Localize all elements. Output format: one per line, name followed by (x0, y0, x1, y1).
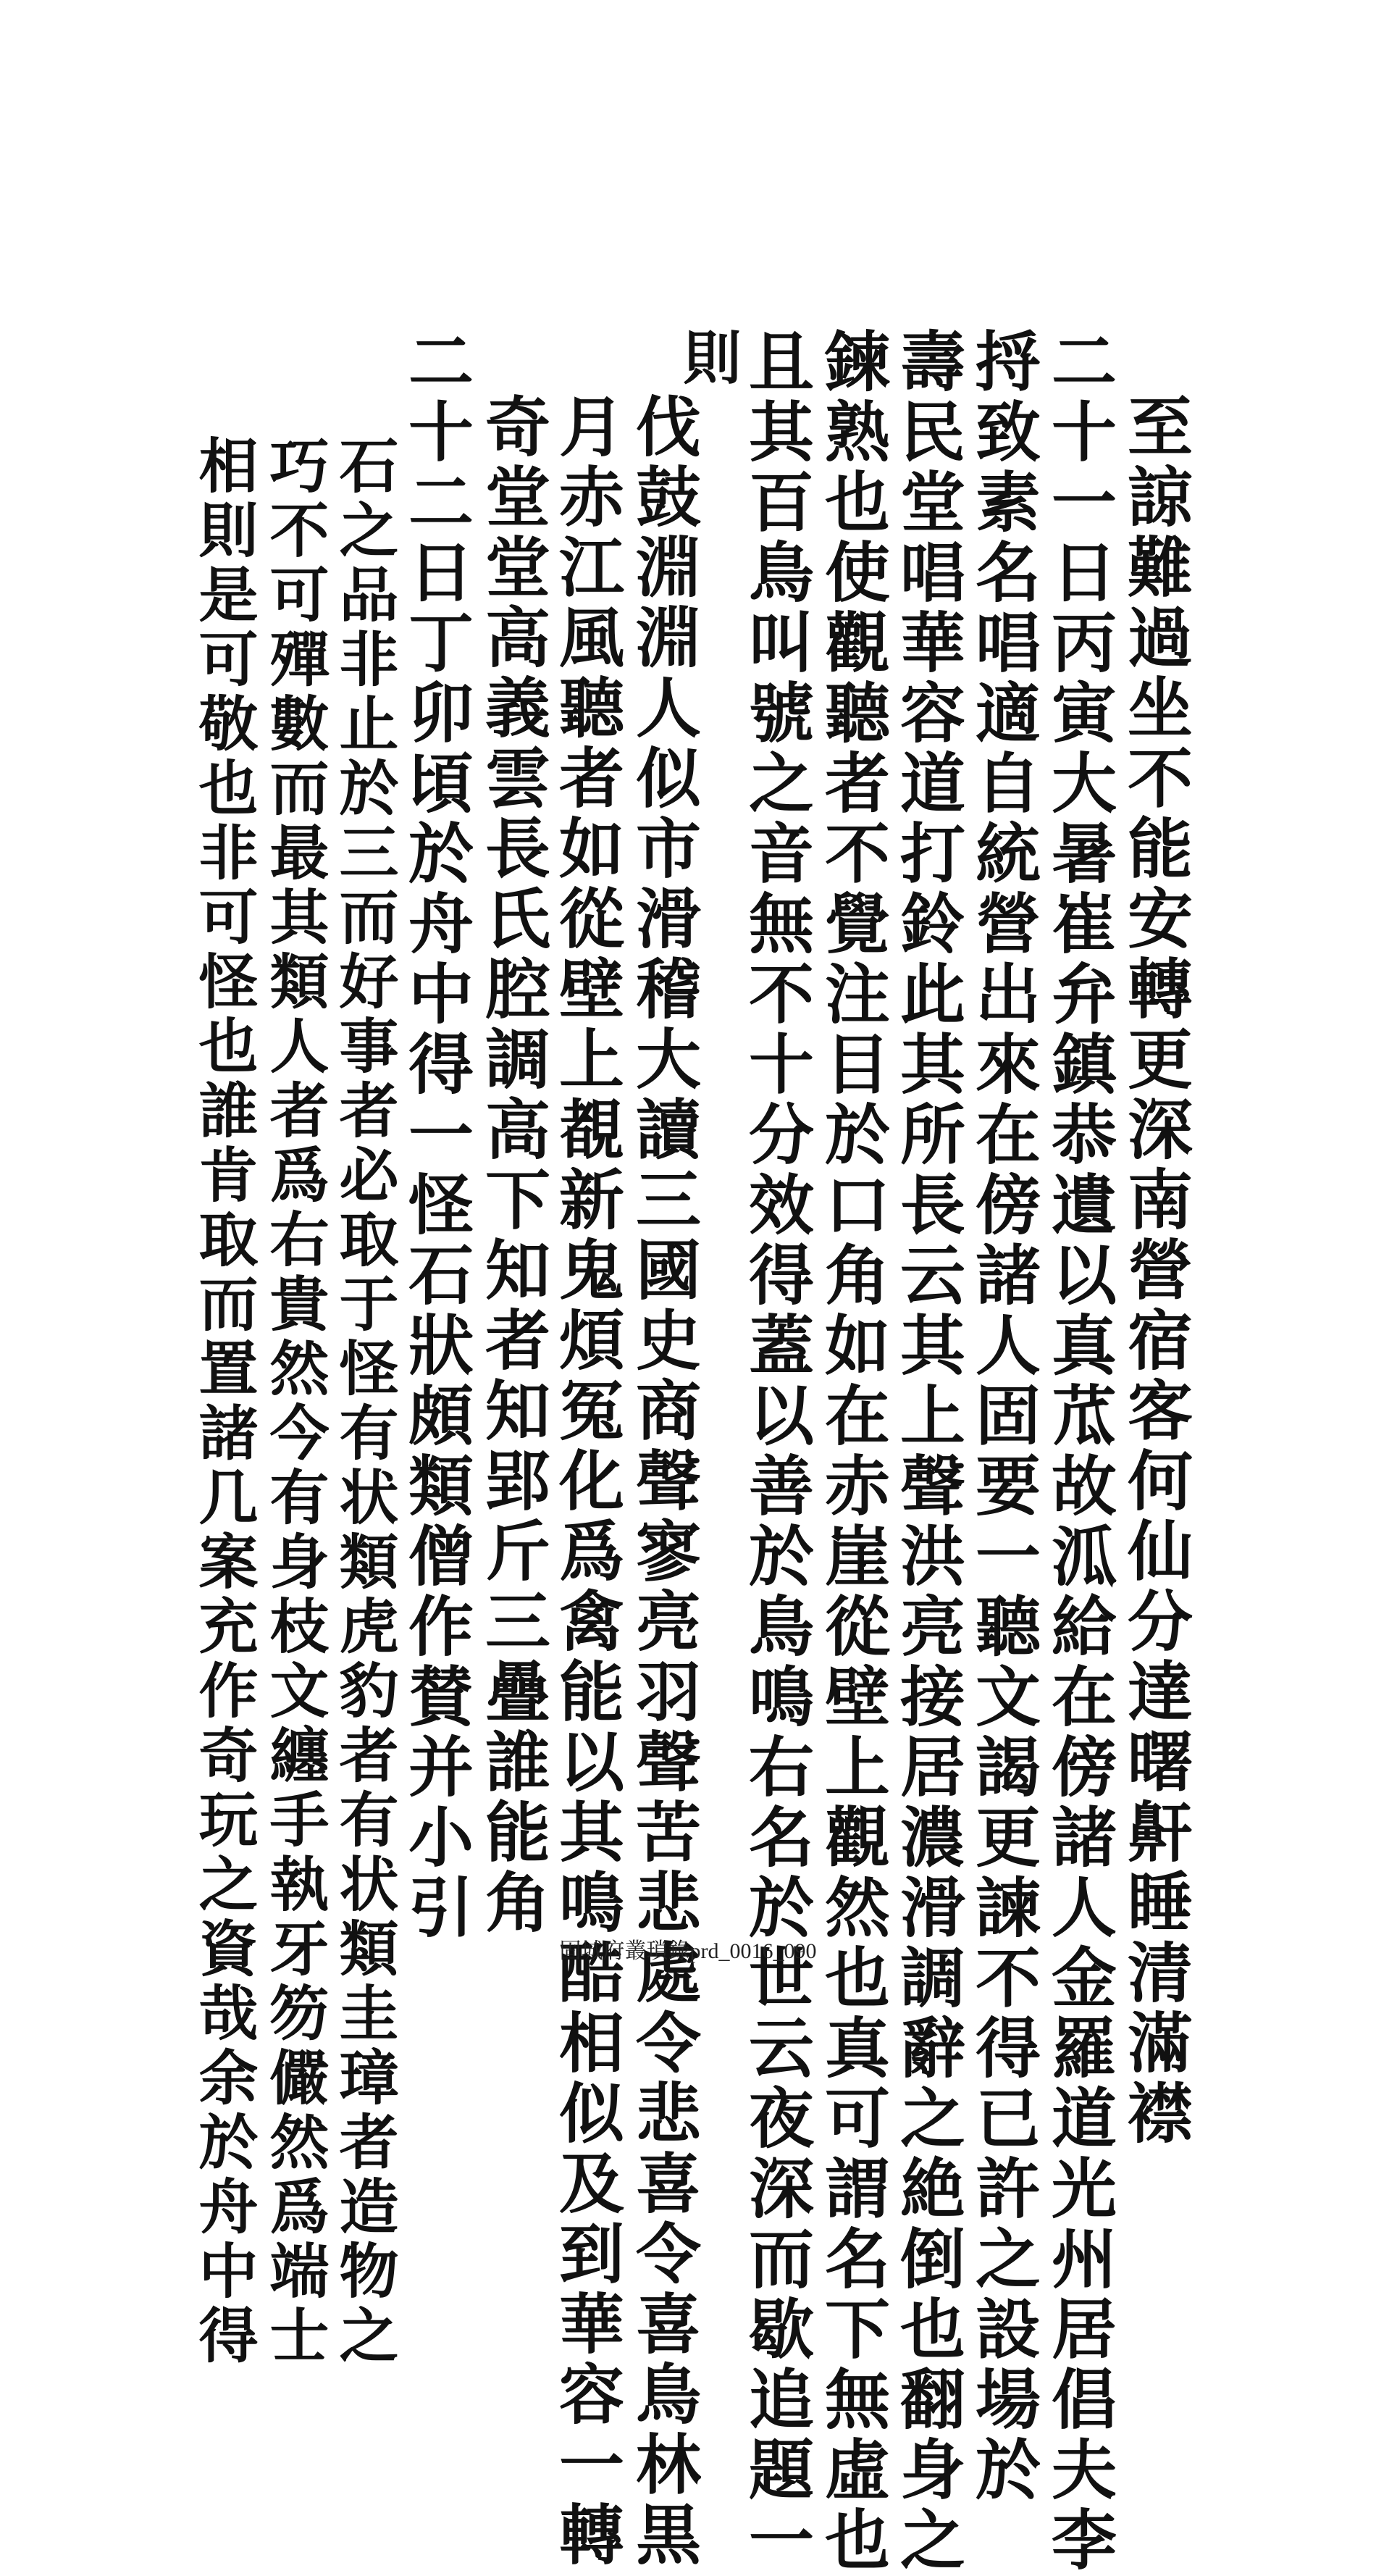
text-column-6: 且其百鳥叫號之音無不十分效得蓋以善於鳥鳴右名於世云夜深而歇追題一 (737, 327, 814, 2576)
text-column-11: 二十二日丁卯頃於舟中得一怪石狀頗類僧作賛并小引 (397, 327, 474, 1944)
text-column-1: 至諒難過坐不能安轉更深南營宿客何仙分達曙鼾睡清滿襟 (1116, 393, 1193, 2149)
text-column-14: 相則是可敬也非可怪也誰肯取而置諸几案充作奇玩之資哉余於舟中得 (189, 435, 259, 2369)
text-column-8: 伐鼓淵淵人似市滑稽大讀三國史商聲寥亮羽聲苦悲處令悲喜令喜鳥林黒 (624, 393, 701, 2571)
text-column-10: 奇堂堂高義雲長氏腔調高下知者知郢斤三疊誰能角 (474, 393, 550, 1939)
text-column-5: 鍊熟也使觀聽者不覺注目於口角如在赤崖從壁上觀然也真可謂名下無虛也 (813, 327, 890, 2576)
text-column-13: 巧不可殫數而最其類人者爲右貴然今有身枝文纏手執牙笏儼然爲端士 (260, 435, 330, 2369)
text-column-12: 石之品非止於三而好事者必取于怪有状類虎豹者有状類圭璋者造物之 (330, 435, 399, 2369)
page-footer-label: 固城府叢瑣錄prd_0016_090 (559, 1939, 817, 1963)
text-column-4: 壽民堂唱華容道打鈴此其所長云其上聲洪亮接居濃滑調辭之絶倒也翻身之 (889, 327, 965, 2576)
text-column-3: 捋致素名唱適自統營出來在傍諸人固要一聽文謁更諫不得已許之設場於 (964, 327, 1041, 2506)
text-column-7: 則 (674, 327, 742, 390)
text-column-9: 月赤江風聽者如從壁上覩新鬼煩冤化爲禽能以其鳴酷相似及到華容一轉 (548, 393, 624, 2571)
text-column-2: 二十一日丙寅大暑崔弁鎮恭遺以真苽故泒給在傍諸人金羅道光州居倡夫李 (1040, 327, 1117, 2576)
